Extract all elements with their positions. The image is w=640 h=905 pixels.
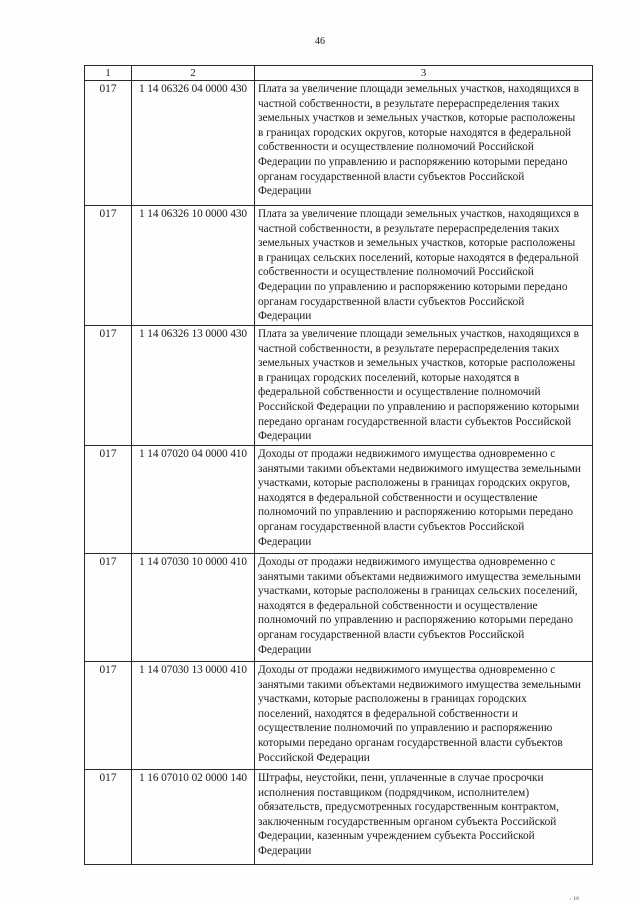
table-row	[85, 206, 593, 326]
description-line: находятся в федеральной собственности и осуществление	[258, 491, 538, 504]
admin-code-cell: 017	[85, 446, 132, 554]
description-line: Штрафы, неустойки, пени, уплаченные в случае просрочки	[258, 772, 544, 784]
admin-code-cell: 017	[85, 326, 132, 446]
description-line: Федерации	[258, 430, 312, 443]
description-line: осуществление полномочий по управлению и распоряжению	[258, 722, 553, 735]
description-line: в границах сельских поселений, которые находятся в федеральной	[258, 251, 579, 264]
table-header-row	[85, 66, 593, 81]
description-cell	[255, 662, 593, 770]
description-line: участками, которые расположены в границах городских округов,	[258, 477, 571, 490]
description-line: Федерации	[258, 643, 312, 656]
description-line: Плата за увеличение площади земельных участков, находящихся в	[258, 83, 579, 95]
table-body	[85, 81, 593, 865]
description-line: Федерации по управлению и распоряжению которыми передано	[258, 155, 568, 168]
description-line: Доходы от продажи недвижимого имущества одновременно с	[258, 556, 556, 568]
classification-code-cell: 1 14 06326 04 0000 430	[132, 81, 255, 206]
description-cell	[255, 206, 593, 326]
table-row	[85, 770, 593, 865]
table-row	[85, 446, 593, 554]
description-line: Федерации	[258, 310, 312, 323]
description-line: земельных участков и земельных участков, которые расположены	[258, 357, 576, 370]
description-line: Федерации	[258, 535, 312, 548]
description-line: Федерации по управлению и распоряжению которыми передано	[258, 280, 568, 293]
admin-code-cell: 017	[85, 554, 132, 662]
description-line: передано органам государственной власти субъектов Российской	[258, 415, 572, 428]
description-line: исполнения поставщиком (подрядчиком, исполнителем)	[258, 786, 530, 799]
description-line: собственности и осуществление полномочий Российской	[258, 266, 534, 279]
classification-code-cell: 1 16 07010 02 0000 140	[132, 770, 255, 865]
classification-code-cell: 1 14 06326 10 0000 430	[132, 206, 255, 326]
description-line: участками, которые расположены в границах городских	[258, 693, 527, 706]
budget-codes-table	[84, 65, 593, 865]
description-cell	[255, 446, 593, 554]
description-line: Плата за увеличение площади земельных участков, находящихся в	[258, 208, 579, 220]
table-row	[85, 81, 593, 206]
description-line: Доходы от продажи недвижимого имущества одновременно с	[258, 448, 556, 460]
description-cell	[255, 770, 593, 865]
description-line: частной собственности, в результате перераспределения таких	[258, 342, 560, 355]
description-cell	[255, 554, 593, 662]
description-line: находятся в федеральной собственности и осуществление	[258, 599, 538, 612]
admin-code-cell: 017	[85, 206, 132, 326]
description-line: участками, которые расположены в границах сельских поселений,	[258, 585, 578, 598]
description-line: поселений, находятся в федеральной собственности и	[258, 707, 518, 720]
description-line: частной собственности, в результате перераспределения таких	[258, 222, 560, 235]
description-line: Российской Федерации по управлению и распоряжению которыми	[258, 400, 580, 413]
description-line: органам государственной власти субъектов Российской	[258, 170, 525, 183]
description-line: обязательств, предусмотренных государственным контрактом,	[258, 801, 559, 814]
column-header-1: 1	[85, 66, 132, 81]
description-line: полномочий по управлению и распоряжению которыми передано	[258, 614, 574, 627]
scan-corner-mark: · ¹⁸	[569, 895, 579, 904]
description-line: заключенным государственным органом субъекта Российской	[258, 815, 557, 828]
admin-code-cell: 017	[85, 662, 132, 770]
page-number: 46	[315, 36, 325, 47]
admin-code-cell: 017	[85, 81, 132, 206]
classification-code-cell: 1 14 07030 13 0000 410	[132, 662, 255, 770]
description-line: в границах городских поселений, которые находятся в	[258, 371, 520, 384]
description-line: органам государственной власти субъектов Российской	[258, 628, 525, 641]
description-line: собственности и осуществление полномочий Российской	[258, 141, 534, 154]
classification-code-cell: 1 14 07020 04 0000 410	[132, 446, 255, 554]
description-line: органам государственной власти субъектов Российской	[258, 520, 525, 533]
description-line: земельных участков и земельных участков, которые расположены	[258, 112, 576, 125]
description-line: федеральной собственности и осуществление полномочий	[258, 386, 541, 399]
description-cell	[255, 326, 593, 446]
description-line: которыми передано органам государственной власти субъектов	[258, 736, 563, 749]
column-header-3: 3	[255, 66, 593, 81]
description-line: занятыми такими объектами недвижимого имущества земельными	[258, 678, 581, 691]
table-row	[85, 662, 593, 770]
description-line: Федерации	[258, 844, 312, 857]
description-line: Федерации, казенным учреждением субъекта Российской	[258, 830, 535, 843]
description-line: занятыми такими объектами недвижимого имущества земельными	[258, 462, 581, 475]
admin-code-cell: 017	[85, 770, 132, 865]
description-line: Федерации	[258, 185, 312, 198]
description-line: полномочий по управлению и распоряжению которыми передано	[258, 506, 574, 519]
table-row	[85, 554, 593, 662]
description-line: Плата за увеличение площади земельных участков, находящихся в	[258, 328, 579, 340]
description-line: частной собственности, в результате перераспределения таких	[258, 97, 560, 110]
description-line: Российской Федерации	[258, 751, 370, 764]
description-line: Доходы от продажи недвижимого имущества одновременно с	[258, 664, 556, 676]
description-cell	[255, 81, 593, 206]
description-line: органам государственной власти субъектов Российской	[258, 295, 525, 308]
classification-code-cell: 1 14 06326 13 0000 430	[132, 326, 255, 446]
description-line: в границах городских округов, которые находятся в федеральной	[258, 126, 572, 139]
description-line: земельных участков и земельных участков, которые расположены	[258, 237, 576, 250]
column-header-2: 2	[132, 66, 255, 81]
description-line: занятыми такими объектами недвижимого имущества земельными	[258, 570, 581, 583]
table-row	[85, 326, 593, 446]
classification-code-cell: 1 14 07030 10 0000 410	[132, 554, 255, 662]
